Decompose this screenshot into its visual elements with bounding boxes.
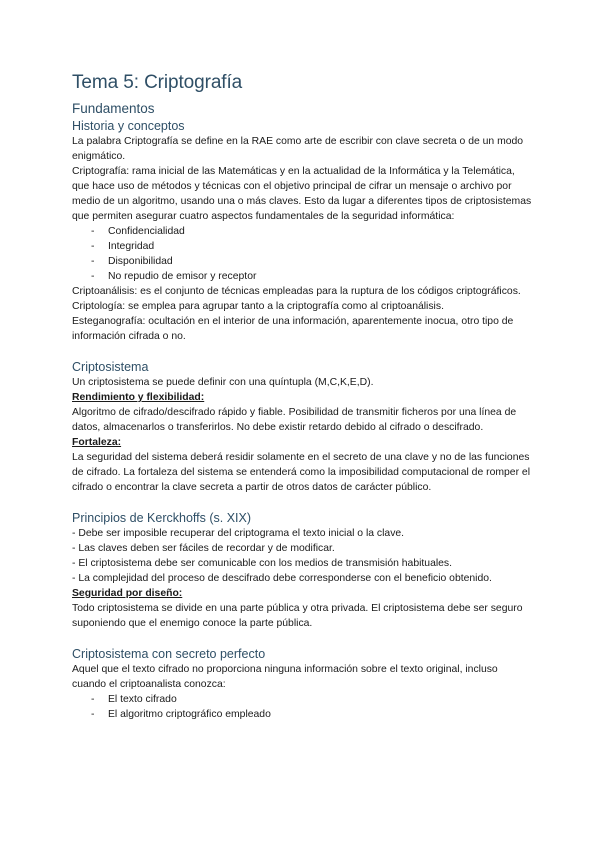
label-fortaleza: Fortaleza: xyxy=(72,437,122,448)
section-heading-kerckhoffs: Principios de Kerckhoffs (s. XIX) xyxy=(72,511,252,525)
aspects-list xyxy=(72,224,532,284)
page-title: Tema 5: Criptografía xyxy=(72,72,243,93)
paragraph: La seguridad del sistema deberá residir solamente en el secreto de una clave y no de las funciones de cifrado. La fortaleza del sistema se entenderá como la imposibilidad computacional de romper el cifrado o encontrar la clave secreta a partir de otros datos de carácter público. xyxy=(72,452,531,493)
list-item: - El texto cifrado xyxy=(91,692,532,707)
paragraph: Algoritmo de cifrado/descifrado rápido y fiable. Posibilidad de transmitir ficheros por una línea de datos, almacenarlos o transferirlos. No debe existir retardo debido al cifrado o descifrado. xyxy=(72,407,517,433)
list-item: - El algoritmo criptográfico empleado xyxy=(91,707,532,722)
section-heading-perfecto: Criptosistema con secreto perfecto xyxy=(72,647,266,661)
principle-line: - Las claves deben ser fáciles de recordar y de modificar. xyxy=(72,543,335,554)
paragraph: Esteganografía: ocultación en el interior de una información, aparentemente inocua, otro tipo de información cifrada o no. xyxy=(72,316,514,342)
knowledge-list xyxy=(72,692,532,722)
paragraph: Criptología: se emplea para agrupar tanto a la criptografía como al criptoanálisis. xyxy=(72,301,444,312)
label-seguridad: Seguridad por diseño: xyxy=(72,588,183,599)
list-item: - Confidencialidad xyxy=(91,224,532,239)
section-heading-criptosistema: Criptosistema xyxy=(72,360,149,374)
paragraph: Un criptosistema se puede definir con una quíntupla (M,C,K,E,D). xyxy=(72,377,374,388)
principle-line: - La complejidad del proceso de descifrado debe corresponderse con el beneficio obtenido. xyxy=(72,573,492,584)
paragraph: Todo criptosistema se divide en una parte pública y otra privada. El criptosistema debe ser seguro suponiendo que el enemigo conoce la parte pública. xyxy=(72,603,523,629)
paragraph: Criptografía: rama inicial de las Matemáticas y en la actualidad de la Informática y la Telemática, que hace uso de métodos y técnicas con el objetivo principal de cifrar un mensaje o archivo por medio de un algoritmo, usando una o más claves. Esto da lugar a diferentes tipos de criptosistemas que permiten asegurar cuatro aspectos fundamentales de la seguridad informática: xyxy=(72,166,532,222)
principle-line: - Debe ser imposible recuperar del criptograma el texto inicial o la clave. xyxy=(72,528,405,539)
label-rendimiento: Rendimiento y flexibilidad: xyxy=(72,392,205,403)
paragraph: Aquel que el texto cifrado no proporciona ninguna información sobre el texto original, incluso cuando el criptoanalista conozca: xyxy=(72,664,498,690)
paragraph: Criptoanálisis: es el conjunto de técnicas empleadas para la ruptura de los códigos criptográficos. xyxy=(72,286,521,297)
document-page xyxy=(72,70,532,722)
principle-line: - El criptosistema debe ser comunicable con los medios de transmisión habituales. xyxy=(72,558,453,569)
section-heading-fundamentos: Fundamentos xyxy=(72,101,155,116)
paragraph: La palabra Criptografía se define en la RAE como arte de escribir con clave secreta o de un modo enigmático. xyxy=(72,136,524,162)
list-item: - Integridad xyxy=(91,239,532,254)
subheading-historia: Historia y conceptos xyxy=(72,119,185,133)
list-item: - No repudio de emisor y receptor xyxy=(91,269,532,284)
list-item: - Disponibilidad xyxy=(91,254,532,269)
